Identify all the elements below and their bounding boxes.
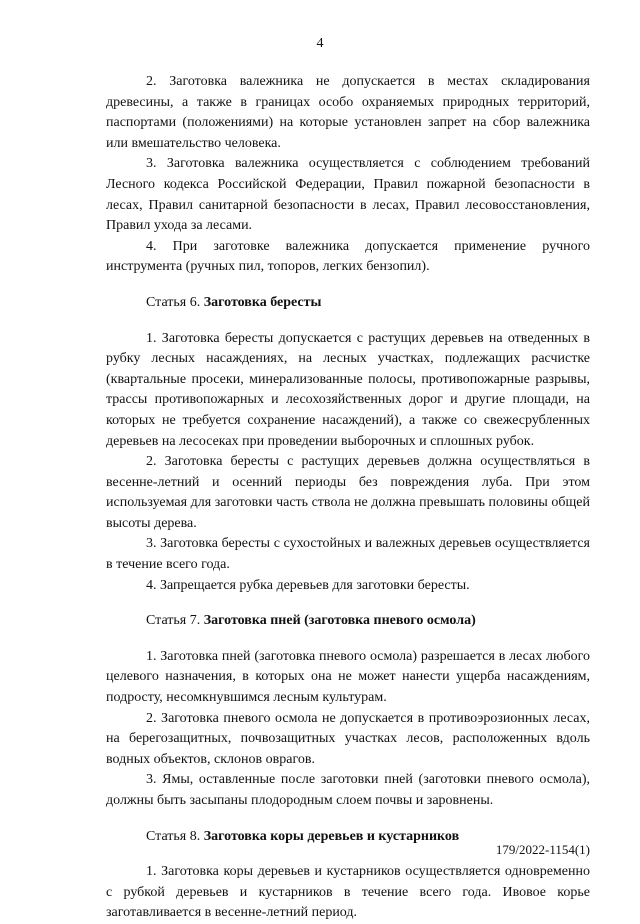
article-number: Статья 8.	[146, 828, 201, 844]
paragraph: 4. При заготовке валежника допускается применение ручного инструмента (ручных пил, топоров, легких бензопил).	[106, 238, 590, 275]
article-heading-7	[106, 611, 590, 632]
page-number: 4	[316, 36, 324, 51]
paragraph: 3. Ямы, оставленные после заготовки пней (заготовки пневого осмола), должны быть засыпаны плодородным слоем почвы и заровнены.	[106, 772, 590, 808]
paragraph: 4. Запрещается рубка деревьев для заготовки бересты.	[146, 577, 470, 593]
paragraph: 1. Заготовка бересты допускается с растущих деревьев на отведенных в рубку лесных насаждениях, на лесных участках, подлежащих расчистке (квартальные просеки, минерализованные полосы, противопожарные разрывы, трассы противопожарных и лесохозяйственных дорог и другие площади, на которых не требуется сохранение насаждений), а также со свежесрубленных деревьев на лесосеках при проведении выборочных и сплошных рубок.	[106, 330, 590, 449]
article-title: Заготовка коры деревьев и кустарников	[203, 828, 460, 844]
article-heading-6	[106, 293, 590, 314]
paragraph: 2. Заготовка бересты с растущих деревьев должна осуществляться в весенне-летний и осенний периоды без повреждения луба. При этом используемая для заготовки часть ствола не должна превышать половины общей высоты дерева.	[106, 454, 590, 531]
article-number: Статья 6.	[146, 294, 201, 310]
paragraph: 1. Заготовка пней (заготовка пневого осмола) разрешается в лесах любого целевого назначения, в которых она не может нанести ущерба насаждениям, подросту, несомкнувшимся лесным культурам.	[106, 648, 590, 706]
document-body	[106, 72, 590, 924]
article-number: Статья 7.	[146, 613, 201, 629]
paragraph: 3. Заготовка валежника осуществляется с соблюдением требований Лесного кодекса Российской Федерации, Правил пожарной безопасности в лесах, Правил санитарной безопасности в лесах, Правил лесовосстановления, Правил ухода за лесами.	[106, 156, 590, 234]
paragraph: 2. Заготовка валежника не допускается в местах складирования древесины, а также в границах особо охраняемых природных территорий, паспортами (положениями) на которые установлен запрет на сбор валежника или вмешательство человека.	[106, 74, 590, 151]
article-title: Заготовка пней (заготовка пневого осмола)	[203, 613, 476, 629]
paragraph: 2. Заготовка пневого осмола не допускается в противоэрозионных лесах, на берегозащитных, почвозащитных участках лесов, расположенных вдоль водных объектов, склонов оврагов.	[106, 710, 590, 767]
paragraph: 3. Заготовка бересты с сухостойных и валежных деревьев осуществляется в течение всего года.	[106, 536, 590, 573]
paragraph: 1. Заготовка коры деревьев и кустарников осуществляется одновременно с рубкой деревьев и кустарников в течение всего года. Ивовое корье заготавливается в весенне-летний период.	[106, 864, 590, 921]
article-title: Заготовка бересты	[203, 294, 322, 310]
document-code: 179/2022-1154(1)	[495, 842, 590, 857]
